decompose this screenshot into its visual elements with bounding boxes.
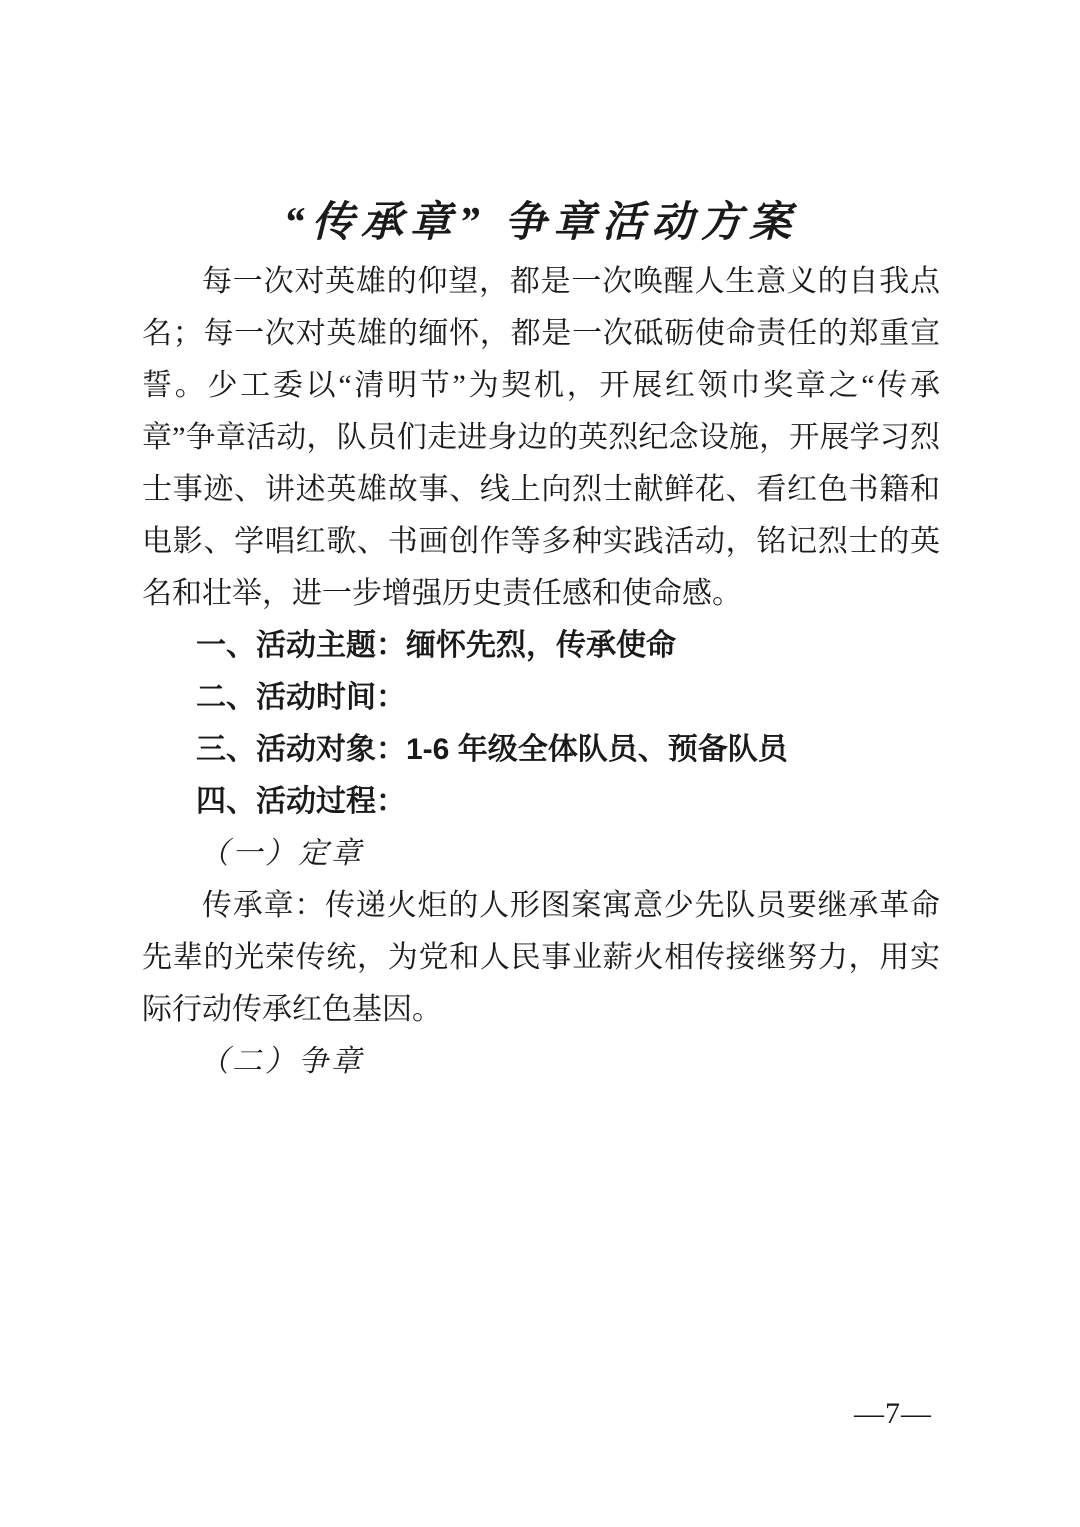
section-heading-activity-process: 四、活动过程：: [196, 785, 406, 818]
subsection-heading-zhengzhang: （二）争章: [199, 1045, 364, 1078]
intro-paragraph: 每一次对英雄的仰望，都是一次唤醒人生意义的自我点名；每一次对英雄的缅怀，都是一次砥砺使命责任的郑重宣誓。少工委以“清明节”为契机，开展红领巾奖章之“传承章”争章活动，队员们走进身边的英烈纪念设施，开展学习烈士事迹、讲述英雄故事、线上向烈士献鲜花、看红色书籍和电影、学唱红歌、书画创作等多种实践活动，铭记烈士的英名和壮举，进一步增强历史责任感和使命感。: [142, 265, 940, 610]
page-title: “传承章” 争章活动方案: [283, 200, 799, 246]
section-heading-activity-target: 三、活动对象：1-6 年级全体队员、预备队员: [196, 733, 788, 766]
section-heading-activity-time: 二、活动时间：: [196, 681, 406, 714]
dingzhang-paragraph: 传承章：传递火炬的人形图案寓意少先队员要继承革命先辈的光荣传统，为党和人民事业薪火相传接继努力，用实际行动传承红色基因。: [142, 889, 940, 1026]
page-number: —7—: [854, 1397, 932, 1430]
subsection-heading-dingzhang: （一）定章: [199, 837, 364, 870]
section-heading-activity-theme: 一、活动主题：缅怀先烈，传承使命: [196, 629, 676, 662]
